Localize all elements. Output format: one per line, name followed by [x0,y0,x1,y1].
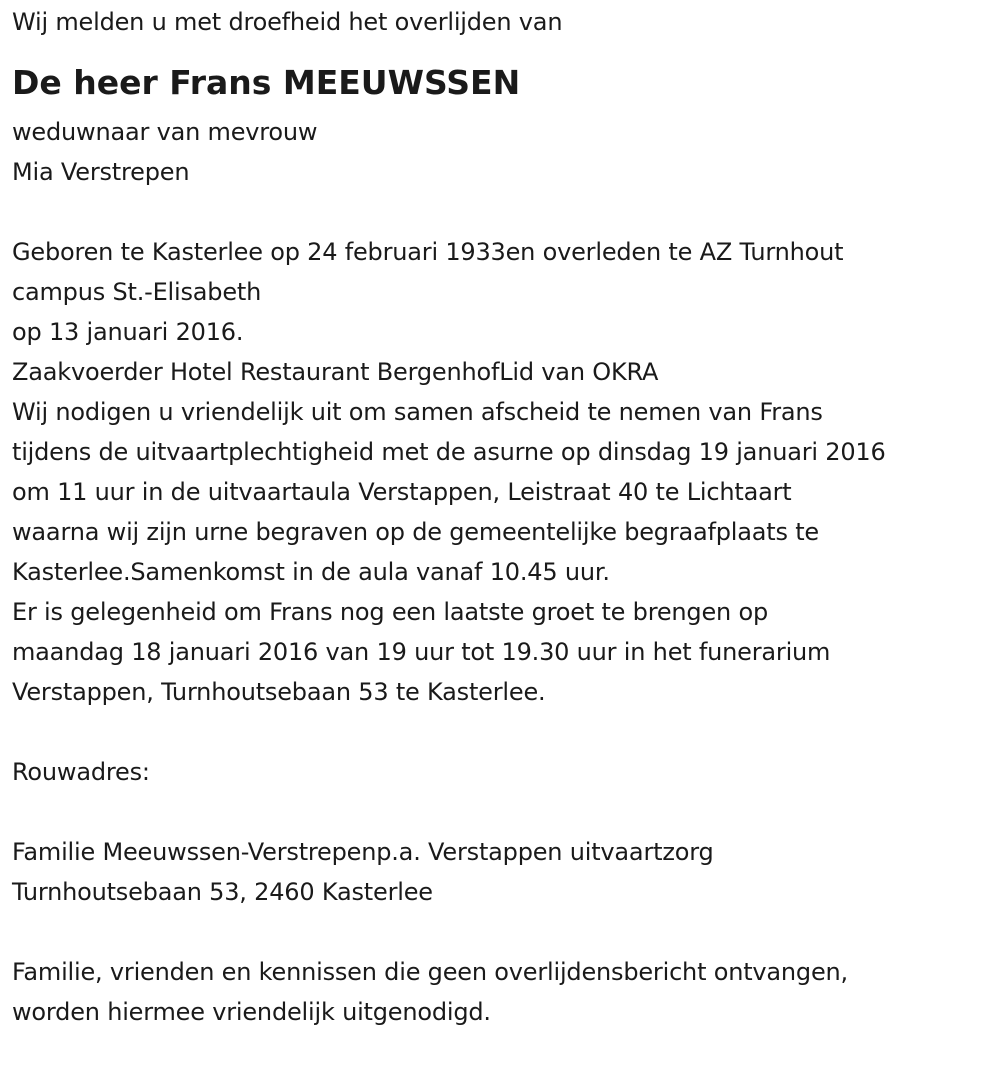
address-line: Turnhoutsebaan 53, 2460 Kasterlee [12,878,433,906]
body-line: tijdens de uitvaartplechtigheid met de asurne op dinsdag 19 januari 2016 [12,438,886,466]
spouse-name: Mia Verstrepen [12,158,190,186]
closing-line: Familie, vrienden en kennissen die geen overlijdensbericht ontvangen, [12,958,848,986]
spacer [12,912,886,952]
body-line: Zaakvoerder Hotel Restaurant BergenhofLid van OKRA [12,358,659,386]
address-label: Rouwadres: [12,758,150,786]
spacer [12,792,886,832]
spacer [12,712,886,752]
body-line: Er is gelegenheid om Frans nog een laatste groet te brengen op [12,598,768,626]
spacer [12,192,886,232]
spouse-line: weduwnaar van mevrouw [12,118,318,146]
body-line: Verstappen, Turnhoutsebaan 53 te Kasterlee. [12,678,546,706]
body-line: om 11 uur in de uitvaartaula Verstappen, Leistraat 40 te Lichtaart [12,478,792,506]
intro-text: Wij melden u met droefheid het overlijden van [12,8,563,36]
body-line: waarna wij zijn urne begraven op de gemeentelijke begraafplaats te [12,518,819,546]
body-line: Geboren te Kasterlee op 24 februari 1933en overleden te AZ Turnhout [12,238,844,266]
body-line: campus St.-Elisabeth [12,278,262,306]
closing-line: worden hiermee vriendelijk uitgenodigd. [12,998,491,1026]
deceased-name: De heer Frans MEEUWSSEN [12,63,521,102]
body-line: Wij nodigen u vriendelijk uit om samen afscheid te nemen van Frans [12,398,823,426]
body-line: maandag 18 januari 2016 van 19 uur tot 19.30 uur in het funerarium [12,638,831,666]
obituary-notice [12,2,886,1032]
address-line: Familie Meeuwssen-Verstrepenp.a. Verstappen uitvaartzorg [12,838,714,866]
body-line: op 13 januari 2016. [12,318,244,346]
body-line: Kasterlee.Samenkomst in de aula vanaf 10.45 uur. [12,558,610,586]
